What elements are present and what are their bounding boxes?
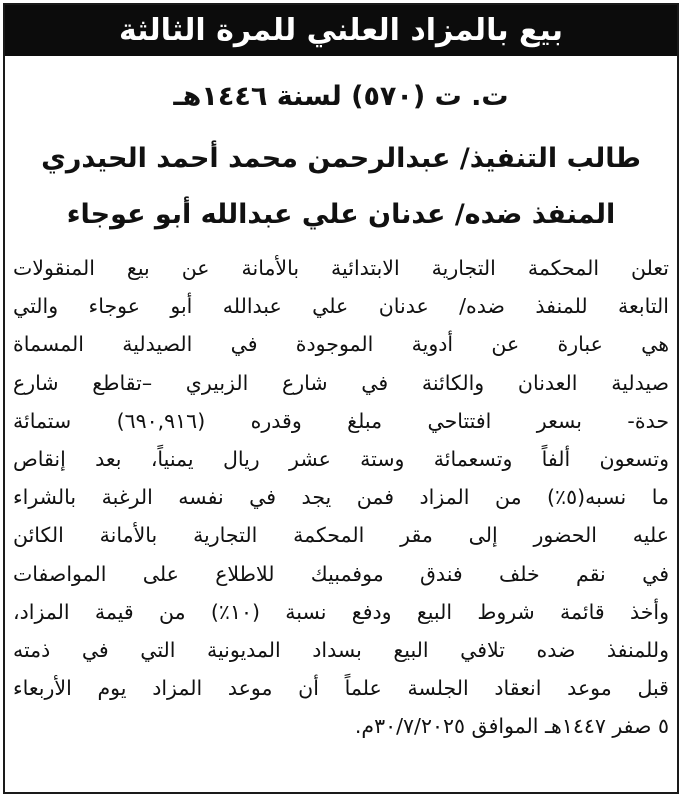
body-line: قبل موعد انعقاد الجلسة علماً أن موعد المزاد يوم الأربعاء	[13, 676, 669, 701]
body-line: وتسعون ألفاً وتسعمائة وستة عشر ريال يمنياً، بعد إنقاص	[13, 447, 669, 472]
applicant-line: طالب التنفيذ/ عبدالرحمن محمد أحمد الحيدري	[41, 143, 641, 174]
body-line: وللمنفذ ضده تلافي البيع بسداد المديونية التي في ذمته	[13, 637, 669, 662]
body-line: حدة- بسعر افتتاحي مبلغ وقدره (٦٩٠,٩١٦) ستمائة	[13, 408, 669, 433]
notice-title: بيع بالمزاد العلني للمرة الثالثة	[118, 12, 564, 48]
body-line: وأخذ قائمة شروط البيع ودفع نسبة (١٠٪) من قيمة المزاد،	[13, 599, 669, 624]
title-bar	[5, 5, 677, 56]
debtor-line: المنفذ ضده/ عدنان علي عبدالله أبو عوجاء	[66, 199, 616, 230]
auction-notice	[3, 3, 679, 794]
body-line: ما نسبه(٥٪) من المزاد فمن يجد في نفسه الرغبة بالشراء	[13, 485, 669, 510]
body-line: التابعة للمنفذ ضده/ عدنان علي عبدالله أبو عوجاء والتي	[13, 294, 669, 319]
notice-body	[13, 249, 669, 745]
body-line: صيدلية العدنان والكائنة في شارع الزبيري –تقاطع شارع	[13, 370, 669, 395]
body-line: في نقم خلف فندق موفمبيك للاطلاع على المواصفات	[13, 561, 669, 586]
body-line: تعلن المحكمة التجارية الابتدائية بالأمانة عن بيع المنقولات	[13, 256, 669, 281]
body-line: عليه الحضور إلى مقر المحكمة التجارية بالأمانة الكائن	[13, 523, 669, 548]
body-line: هي عبارة عن أدوية الموجودة في الصيدلية المسماة	[13, 332, 669, 357]
case-number: ت. ت (٥٧٠) لسنة ١٤٤٦هـ	[173, 81, 509, 112]
body-line: ٥ صفر ١٤٤٧هـ الموافق ٣٠/٧/٢٠٢٥م.	[354, 714, 669, 739]
